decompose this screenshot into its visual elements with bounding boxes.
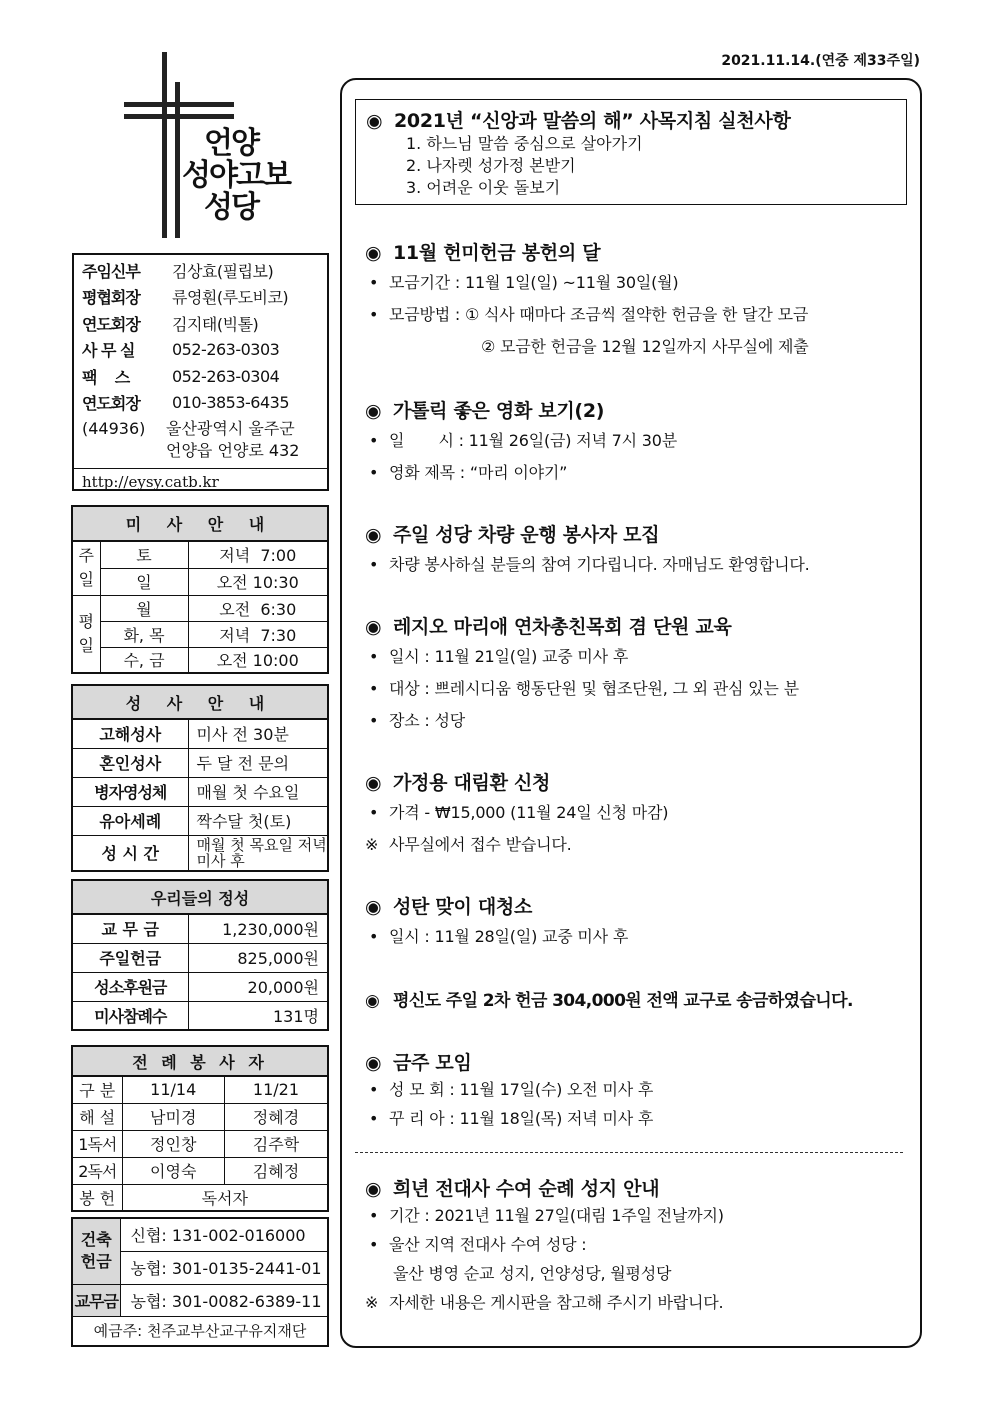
sacrament-value: 매월 첫 목요일 저녁미사 후	[188, 835, 328, 871]
sacrament-name: 병자영성체	[72, 777, 188, 806]
info-row	[82, 257, 319, 284]
bullseye-icon: ◉	[365, 991, 380, 1011]
info-label: 평협회장	[82, 288, 140, 308]
section-title	[365, 396, 910, 423]
notice-line: 울산 병영 순교 성지, 언양성당, 월평성당	[393, 1264, 672, 1283]
server-name: 독서자	[122, 1184, 328, 1211]
section-title	[365, 768, 910, 795]
notice-text: 울산 지역 전대사 수여 성당 :	[389, 1235, 587, 1254]
bullet-dot: •	[369, 273, 379, 292]
sacrament-name: 성 시 간	[72, 835, 188, 871]
notice-text: 대상 : 쁘레시디움 행동단원 및 협조단원, 그 외 관심 있는 분	[389, 679, 799, 698]
notice-text: 일 시 : 11월 26일(금) 저녁 7시 30분	[389, 431, 677, 450]
offering-title: 우리들의 정성	[72, 880, 328, 914]
sacrament-name: 혼인성사	[72, 748, 188, 777]
mass-day: 수, 금	[100, 647, 188, 673]
bullet-dot: •	[369, 1206, 379, 1225]
section-title-text: 2021년 “신앙과 말씀의 해” 사목지침 실천사항	[394, 110, 791, 132]
bulletin-date: 2021.11.14.(연중 제33주일)	[721, 53, 920, 69]
mass-time: 오전 10:00	[188, 647, 328, 673]
notice-line	[365, 425, 910, 457]
info-row	[82, 284, 319, 311]
notice-text: 성 모 회 : 11월 17일(수) 오전 미사 후	[389, 1080, 654, 1099]
server-name: 남미경	[122, 1103, 224, 1130]
divider	[355, 1152, 903, 1153]
notice-line	[365, 921, 910, 953]
bullet-dot: •	[369, 463, 379, 482]
notice-line	[365, 1230, 910, 1259]
bullseye-icon: ◉	[365, 896, 382, 918]
gyomu-label: 교무금	[72, 1284, 120, 1316]
bullet-dot: •	[369, 1235, 379, 1254]
section-title-text: 레지오 마리애 연차총친목회 겸 단원 교육	[393, 616, 732, 638]
notice-driver-volunteers	[365, 520, 910, 581]
info-row	[82, 337, 319, 364]
notice-line	[365, 1104, 910, 1133]
reference-mark: ※	[365, 835, 379, 854]
info-row	[82, 363, 319, 390]
offering-name: 성소후원금	[72, 972, 188, 1001]
sacrament-value: 짝수달 첫(토)	[188, 806, 328, 835]
bullet-dot: •	[369, 679, 379, 698]
section-title	[366, 106, 896, 133]
reference-mark: ※	[365, 1293, 379, 1312]
notice-line	[365, 1075, 910, 1104]
building-fund-label-line: 헌금	[80, 1252, 112, 1272]
info-value: 010-3853-6435	[172, 393, 290, 413]
mass-day: 월	[100, 595, 188, 621]
notice-laity-sunday-offering	[365, 986, 910, 1011]
sacrament-title: 성 사 안 내	[72, 685, 328, 719]
info-label: 사 무 실	[82, 341, 135, 361]
sacrament-value: 미사 전 30분	[188, 719, 328, 748]
logo-line: 성당	[204, 190, 258, 225]
notice-text: 차량 봉사하실 분들의 참여 기다립니다. 자매님도 환영합니다.	[389, 555, 810, 574]
section-title-text: 금주 모임	[393, 1052, 472, 1074]
sacrament-name: 유아세례	[72, 806, 188, 835]
server-title: 전 례 봉 사 자	[72, 1046, 328, 1076]
info-row	[82, 390, 319, 417]
bullseye-icon: ◉	[365, 524, 382, 546]
section-title	[365, 520, 910, 547]
account-number: 농협: 301-0082-6389-11	[120, 1284, 328, 1316]
bullet-dot: •	[369, 1109, 379, 1128]
notice-legio-mariae	[365, 612, 910, 737]
notice-line	[365, 1288, 910, 1317]
section-title-text: 11월 헌미헌금 봉헌의 달	[393, 242, 601, 264]
weekday-label-text: 평일	[78, 611, 94, 655]
mass-schedule-table	[71, 505, 329, 674]
section-title-text: 성탄 맞이 대청소	[393, 896, 533, 918]
sacrament-value: 두 달 전 문의	[188, 748, 328, 777]
bullet-dot: •	[369, 305, 379, 324]
info-label: 연도회장	[82, 314, 140, 334]
bullet-dot: •	[369, 927, 379, 946]
offering-value: 1,230,000원	[188, 914, 328, 943]
notice-text: 모금기간 : 11월 1일(일) ~11월 30일(월)	[389, 273, 679, 292]
address-line: 울산광역시 울주군	[166, 419, 295, 438]
section-title-text: 희년 전대사 수여 순례 성지 안내	[393, 1178, 660, 1200]
server-role: 1독서	[72, 1130, 122, 1157]
section-title-text: 주일 성당 차량 운행 봉사자 모집	[393, 524, 660, 546]
notice-advent-wreath	[365, 768, 910, 861]
notice-text: 모금방법 : ① 식사 때마다 조금씩 절약한 헌금을 한 달간 모금	[389, 305, 809, 324]
account-table	[71, 1217, 329, 1347]
server-name: 김주학	[224, 1130, 328, 1157]
server-name: 이영숙	[122, 1157, 224, 1184]
mass-day: 토	[100, 541, 188, 568]
mass-time: 저녁 7:30	[188, 621, 328, 647]
notice-line	[365, 457, 910, 489]
list-item: 2. 나자렛 성가정 본받기	[406, 156, 576, 175]
notice-text: 꾸 리 아 : 11월 18일(목) 저녁 미사 후	[389, 1109, 654, 1128]
bullseye-icon: ◉	[365, 772, 382, 794]
server-role: 2독서	[72, 1157, 122, 1184]
bullet-dot: •	[369, 431, 379, 450]
server-col-header: 11/14	[122, 1076, 224, 1103]
bullet-dot: •	[369, 1080, 379, 1099]
logo-line: 성야고보	[182, 158, 290, 193]
mass-time: 오전 6:30	[188, 595, 328, 621]
list-item: 3. 어려운 이웃 돌보기	[406, 178, 561, 197]
notice-text: 일시 : 11월 21일(일) 교중 미사 후	[389, 647, 629, 666]
server-name: 정혜경	[224, 1103, 328, 1130]
info-row	[82, 310, 319, 337]
notice-text: 장소 : 성당	[389, 711, 465, 730]
offering-value: 131명	[188, 1001, 328, 1030]
server-name: 김혜정	[224, 1157, 328, 1184]
building-fund-label	[72, 1218, 120, 1284]
offering-table	[71, 879, 329, 1031]
weekday-label	[72, 595, 100, 673]
website-link[interactable]: http://eysy.catb.kr	[74, 468, 327, 491]
sacrament-name: 고해성사	[72, 719, 188, 748]
offering-name: 교 무 금	[72, 914, 188, 943]
bullet-dot: •	[369, 555, 379, 574]
mass-time: 저녁 7:00	[188, 541, 328, 568]
server-col-header: 구 분	[72, 1076, 122, 1103]
offering-name: 주일헌금	[72, 943, 188, 972]
mass-day: 화, 목	[100, 621, 188, 647]
sacrament-table	[71, 684, 329, 872]
notice-offering-month	[365, 238, 910, 363]
parish-info	[72, 253, 329, 491]
bullseye-icon: ◉	[365, 616, 382, 638]
bullet-dot: •	[369, 647, 379, 666]
bullseye-icon: ◉	[365, 400, 382, 422]
info-value: 김상효(필립보)	[172, 261, 274, 281]
notice-weekly-meetings	[365, 1048, 910, 1133]
bullet-dot: •	[369, 803, 379, 822]
parish-name	[182, 128, 290, 224]
account-number: 농협: 301-0135-2441-01	[120, 1251, 328, 1284]
notice-line	[365, 829, 910, 861]
notice-line	[365, 797, 910, 829]
info-label: 연도회장	[82, 394, 140, 414]
section-title	[365, 238, 910, 265]
server-table	[71, 1045, 329, 1212]
bullseye-icon: ◉	[365, 1052, 382, 1074]
server-col-header: 11/21	[224, 1076, 328, 1103]
section-title-text: 가정용 대림환 신청	[393, 772, 551, 794]
info-value: 052-263-0303	[172, 340, 280, 360]
offering-value: 20,000원	[188, 972, 328, 1001]
pastoral-guideline-box	[355, 99, 907, 205]
section-title	[365, 612, 910, 639]
info-value: 052-263-0304	[172, 366, 280, 386]
server-name: 정인창	[122, 1130, 224, 1157]
info-value: 류영훤(루도비코)	[172, 288, 289, 308]
list-item: 1. 하느님 말씀 중심으로 살아가기	[406, 134, 643, 153]
account-holder: 예금주: 천주교부산교구유지재단	[72, 1316, 328, 1346]
sunday-label	[72, 541, 100, 595]
notice-text: 일시 : 11월 28일(일) 교중 미사 후	[389, 927, 629, 946]
sacrament-value: 매월 첫 수요일	[188, 777, 328, 806]
offering-name: 미사참례수	[72, 1001, 188, 1030]
notice-line	[365, 641, 910, 673]
notice-line: ② 모금한 헌금을 12월 12일까지 사무실에 제출	[481, 337, 809, 356]
notice-text: 기간 : 2021년 11월 27일(대림 1주일 전날까지)	[389, 1206, 724, 1225]
server-role: 해 설	[72, 1103, 122, 1130]
bullseye-icon: ◉	[365, 242, 382, 264]
info-label: 팩 스	[82, 367, 130, 387]
mass-time: 오전 10:30	[188, 568, 328, 595]
notice-line	[365, 267, 910, 299]
notice-line	[365, 549, 910, 581]
parish-logo	[120, 52, 320, 242]
bullseye-icon: ◉	[365, 1178, 382, 1200]
section-title	[365, 1048, 910, 1075]
mass-schedule-title: 미 사 안 내	[72, 506, 328, 541]
notice-christmas-cleaning	[365, 892, 910, 953]
address-line: 언양읍 언양로 432	[166, 441, 300, 460]
address	[82, 418, 319, 462]
bullseye-icon: ◉	[366, 110, 383, 132]
notice-line	[365, 705, 910, 737]
notice-text: 자세한 내용은 게시판을 참고해 주시기 바랍니다.	[389, 1293, 724, 1312]
notice-text: 영화 제목 : “마리 이야기”	[389, 463, 568, 482]
notice-movie	[365, 396, 910, 489]
section-title-text: 평신도 주일 2차 헌금 304,000원 전액 교구로 송금하였습니다.	[393, 991, 853, 1011]
notice-text: 사무실에서 접수 받습니다.	[389, 835, 572, 854]
notice-line	[365, 673, 910, 705]
section-title	[365, 986, 910, 1011]
notice-text: 가격 - ₩15,000 (11월 24일 신청 마감)	[389, 803, 669, 822]
section-title	[365, 1174, 910, 1201]
account-number: 신협: 131-002-016000	[120, 1218, 328, 1251]
info-label: 주임신부	[82, 261, 140, 281]
notice-line	[365, 299, 910, 331]
notice-line	[365, 1201, 910, 1230]
notice-jubilee-pilgrimage	[365, 1174, 910, 1317]
sunday-label-text: 주일	[78, 546, 94, 590]
logo-line: 언양	[204, 126, 258, 161]
section-title-text: 가톨릭 좋은 영화 보기(2)	[393, 400, 605, 422]
info-value: 김지태(빅톨)	[172, 314, 259, 334]
mass-day: 일	[100, 568, 188, 595]
server-role: 봉 헌	[72, 1184, 122, 1211]
bullet-dot: •	[369, 711, 379, 730]
section-title	[365, 892, 910, 919]
building-fund-label-line: 건축	[80, 1230, 112, 1250]
postcode: (44936)	[82, 419, 146, 438]
offering-value: 825,000원	[188, 943, 328, 972]
